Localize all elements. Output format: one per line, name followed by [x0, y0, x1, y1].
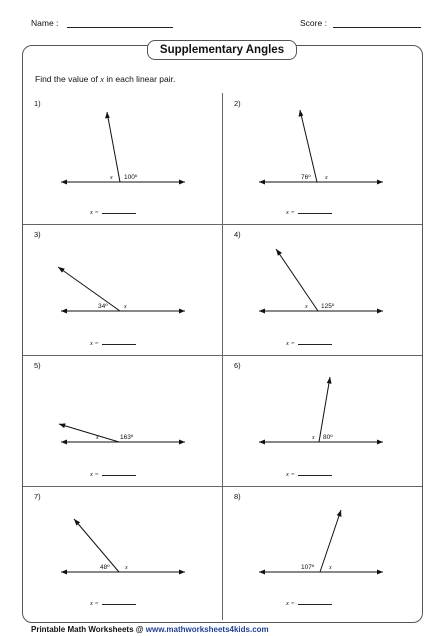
arrow-left [61, 180, 67, 185]
answer-field[interactable] [286, 338, 332, 347]
angle-figure [223, 93, 422, 224]
arrow-right [377, 570, 383, 575]
angle-x-label: x [110, 175, 113, 181]
given-angle: 107º [301, 564, 315, 571]
worksheet-title: Supplementary Angles [147, 40, 297, 60]
problem-2 [223, 93, 422, 224]
given-angle: 34º [98, 303, 108, 310]
problem-4 [223, 224, 422, 355]
angle-x-label: x [329, 565, 332, 571]
given-angle: 76º [301, 174, 311, 181]
arrow-right [377, 309, 383, 314]
name-label: Name : [31, 18, 59, 28]
score-label: Score : [300, 18, 327, 28]
answer-label: x = [286, 209, 295, 216]
answer-line[interactable] [298, 598, 332, 605]
answer-label: x = [90, 340, 99, 347]
footer-link[interactable]: www.mathworksheets4kids.com [145, 625, 269, 634]
instruction-suffix: in each linear pair. [106, 74, 176, 84]
problem-6 [223, 355, 422, 486]
problem-5 [23, 355, 222, 486]
score-field[interactable] [300, 18, 421, 28]
name-line[interactable] [67, 18, 173, 28]
answer-line[interactable] [102, 598, 136, 605]
arrow-right [377, 440, 383, 445]
given-angle: 48º [100, 564, 110, 571]
angle-figure [23, 224, 222, 355]
ray [58, 267, 120, 311]
angle-figure [23, 93, 222, 224]
problem-number: 7) [34, 492, 41, 501]
answer-field[interactable] [286, 207, 332, 216]
angle-x-label: x [312, 435, 315, 441]
footer [31, 625, 269, 634]
answer-line[interactable] [102, 469, 136, 476]
answer-field[interactable] [286, 598, 332, 607]
given-angle: 100º [124, 174, 138, 181]
name-field[interactable] [31, 18, 173, 28]
problem-3 [23, 224, 222, 355]
instruction [35, 74, 175, 84]
ray-arrow [58, 267, 65, 273]
arrow-left [259, 570, 265, 575]
problem-number: 8) [234, 492, 241, 501]
ray [320, 510, 341, 572]
answer-field[interactable] [90, 469, 136, 478]
answer-line[interactable] [102, 338, 136, 345]
given-angle: 163º [120, 434, 134, 441]
angle-x-label: x [325, 175, 328, 181]
arrow-left [259, 180, 265, 185]
ray [276, 249, 318, 311]
ray [107, 112, 120, 182]
score-line[interactable] [333, 18, 421, 28]
ray-arrow [327, 377, 332, 384]
angle-x-label: x [96, 435, 99, 441]
answer-label: x = [90, 209, 99, 216]
answer-line[interactable] [298, 207, 332, 214]
angle-x-label: x [125, 565, 128, 571]
answer-label: x = [90, 600, 99, 607]
problem-number: 6) [234, 361, 241, 370]
ray [319, 377, 330, 442]
ray [300, 110, 317, 182]
problem-number: 4) [234, 230, 241, 239]
arrow-right [179, 309, 185, 314]
given-angle: 80º [323, 434, 333, 441]
ray-arrow [299, 110, 304, 117]
angle-figure [223, 224, 422, 355]
instruction-prefix: Find the value of [35, 74, 98, 84]
answer-line[interactable] [298, 469, 332, 476]
answer-field[interactable] [90, 207, 136, 216]
ray [59, 424, 119, 442]
arrow-left [259, 440, 265, 445]
answer-label: x = [286, 600, 295, 607]
ray-arrow [276, 249, 282, 256]
answer-label: x = [90, 471, 99, 478]
problem-number: 1) [34, 99, 41, 108]
answer-line[interactable] [298, 338, 332, 345]
arrow-right [179, 570, 185, 575]
arrow-right [179, 440, 185, 445]
problem-number: 5) [34, 361, 41, 370]
angle-figure [23, 355, 222, 486]
angle-figure [223, 355, 422, 486]
angle-x-label: x [305, 304, 308, 310]
problem-8 [223, 486, 422, 617]
answer-field[interactable] [90, 598, 136, 607]
problem-7 [23, 486, 222, 617]
arrow-left [61, 570, 67, 575]
answer-field[interactable] [90, 338, 136, 347]
ray-arrow [337, 510, 342, 517]
arrow-right [179, 180, 185, 185]
answer-field[interactable] [286, 469, 332, 478]
angle-x-label: x [124, 304, 127, 310]
problem-1 [23, 93, 222, 224]
answer-label: x = [286, 471, 295, 478]
answer-line[interactable] [102, 207, 136, 214]
answer-label: x = [286, 340, 295, 347]
ray [74, 519, 119, 572]
problem-number: 3) [34, 230, 41, 239]
given-angle: 125º [321, 303, 335, 310]
arrow-left [259, 309, 265, 314]
instruction-var: x [100, 74, 105, 84]
footer-prefix: Printable Math Worksheets @ [31, 625, 146, 634]
ray-arrow [59, 423, 66, 428]
ray-arrow [105, 112, 110, 119]
problem-number: 2) [234, 99, 241, 108]
problem-grid [23, 93, 422, 620]
arrow-left [61, 440, 67, 445]
arrow-left [61, 309, 67, 314]
arrow-right [377, 180, 383, 185]
